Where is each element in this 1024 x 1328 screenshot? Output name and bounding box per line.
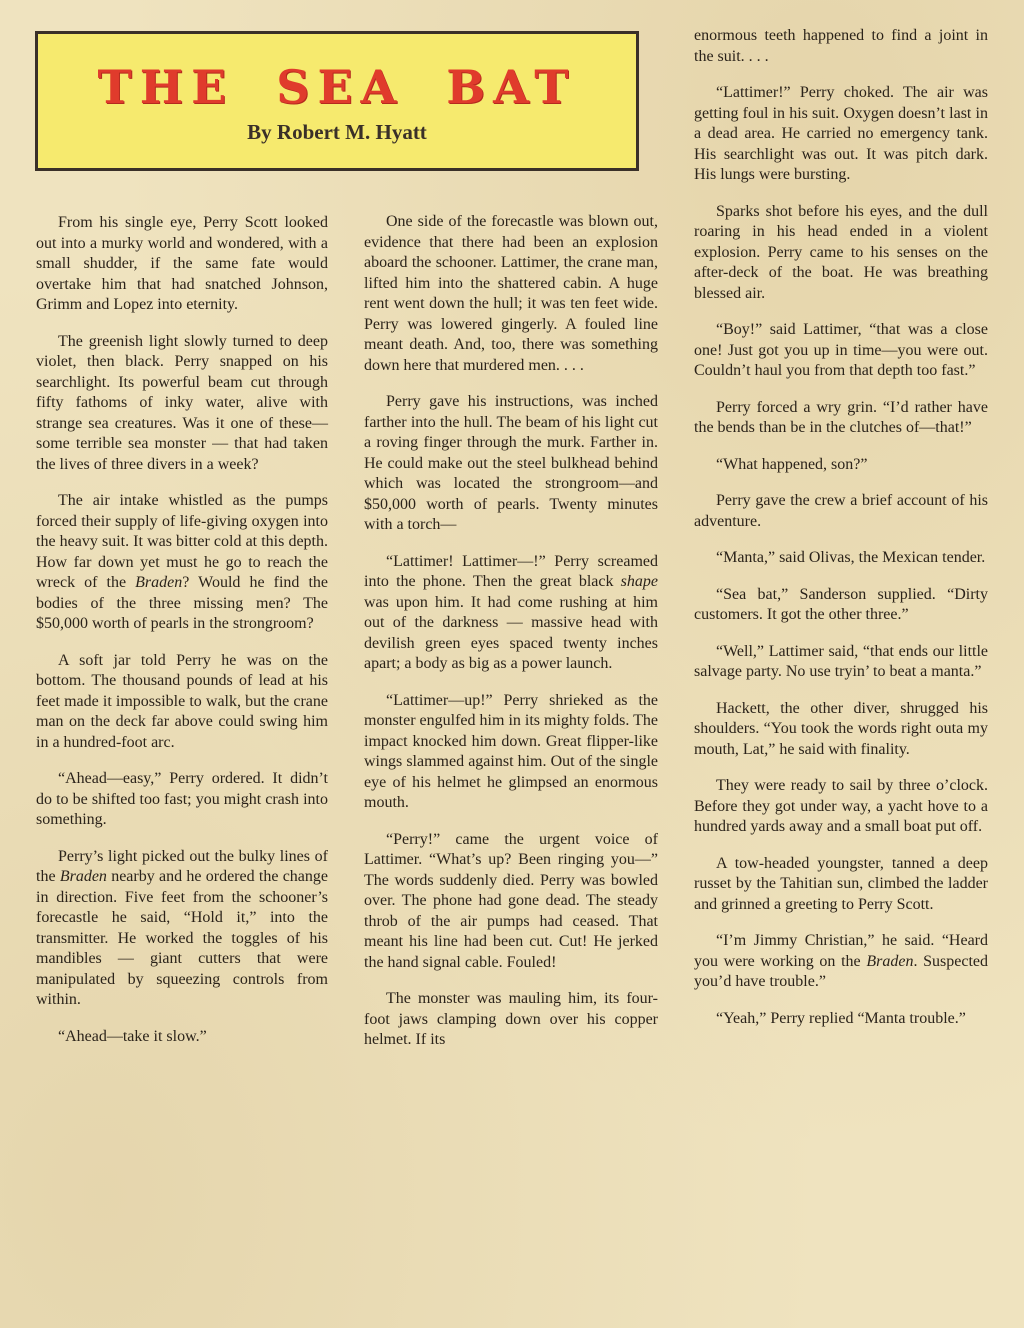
paragraph: Perry gave the crew a brief account of his adventure. <box>694 492 988 530</box>
paragraph: Perry gave his instructions, was inched farther into the hull. The beam of his light cut a roving finger through the murk. Farther in. He could make out the steel bulkhead behind which was located the strongroom—and $50,000 worth of pearls. Twenty minutes with a torch— <box>364 393 658 533</box>
paragraph: Perry’s light picked out the bulky lines of the Braden nearby and he ordered the change in direction. Five feet from the schooner’s forecastle he said, “Hold it,” into the transmitter. He worked the toggles of his mandibles — giant cutters that were manipulated by squeezing controls from within. <box>36 847 329 1008</box>
paragraph: “Ahead—take it slow.” <box>58 1027 207 1045</box>
paragraph: “Well,” Lattimer said, “that ends our little salvage party. No use tryin’ to beat a manta.” <box>694 642 988 680</box>
paragraph: “Sea bat,” Sanderson supplied. “Dirty customers. It got the other three.” <box>694 585 988 623</box>
paragraph: “Lattimer—up!” Perry shrieked as the monster engulfed him in its mighty folds. The impact knocked him down. Great flipper-like wings slammed against him. Out of the single eye of his helmet he glimpsed an enormous mouth. <box>364 691 658 811</box>
paragraph: “Boy!” said Lattimer, “that was a close one! Just got you up in time—you were out. Couldn’t haul you from that depth too fast.” <box>694 321 988 379</box>
paragraph: “I’m Jimmy Christian,” he said. “Heard you were working on the Braden. Suspected you’d have trouble.” <box>694 932 989 990</box>
paragraph: “Manta,” said Olivas, the Mexican tender. <box>716 549 986 566</box>
paragraph: Hackett, the other diver, shrugged his shoulders. “You took the words right outa my mouth, Lat,” he said with finality. <box>694 699 988 758</box>
paragraph: “Ahead—easy,” Perry ordered. It didn’t do to be shifted too fast; you might crash into something. <box>36 770 328 828</box>
paragraph: They were ready to sail by three o’clock. Before they got under way, a yacht hove to a hundred yards away and a small boat put off. <box>694 777 988 835</box>
paragraph: “Yeah,” Perry replied “Manta trouble.” <box>716 1009 966 1027</box>
paragraph: “Lattimer! Lattimer—!” Perry screamed into the phone. Then the great black shape was upon him. It had come rushing at him out of the darkness — massive head with devilish green eyes spaced twenty inches apart; a body as big as a power launch. <box>364 552 658 672</box>
text-column-3 <box>694 26 988 1045</box>
paragraph: A tow-headed youngster, tanned a deep russet by the Tahitian sun, climbed the ladder and grinned a greeting to Perry Scott. <box>694 854 988 913</box>
paragraph: The air intake whistled as the pumps forced their supply of life-giving oxygen into the heavy suit. It was bitter cold at this depth. How far down yet must he go to reach the wreck of the Braden? Would he find the bodies of the three missing men? The $50,000 worth of pearls in the strongroom? <box>36 492 329 632</box>
story-title: THE SEA BAT <box>97 60 577 114</box>
text-column-1 <box>36 213 328 1063</box>
paragraph: “What happened, son?” <box>716 455 868 473</box>
title-box <box>35 31 639 171</box>
paragraph: A soft jar told Perry he was on the bottom. The thousand pounds of lead at his feet made it impossible to walk, but the crane man on the deck far above could swing him in a hundred-foot arc. <box>36 651 328 751</box>
paragraph: Perry forced a wry grin. “I’d rather have the bends than be in the clutches of—that!” <box>694 398 988 436</box>
byline: By Robert M. Hyatt <box>247 120 427 144</box>
paragraph: “Perry!” came the urgent voice of Lattimer. “What’s up? Been ringing you—” The words suddenly died. Perry was bowled over. The phone had gone dead. The steady throb of the air pumps had ceased. That meant his line had been cut. Cut! He jerked the hand signal cable. Fouled! <box>364 830 658 971</box>
paragraph: “Lattimer!” Perry choked. The air was getting foul in his suit. Oxygen doesn’t last in a dead area. He carried no emergency tank. His searchlight was out. It was pitch dark. His lungs were bursting. <box>694 84 988 183</box>
paragraph: From his single eye, Perry Scott looked out into a murky world and wondered, with a small shudder, if the same fate would overtake him that had snatched Johnson, Grimm and Lopez into eternity. <box>36 214 328 313</box>
paragraph: The monster was mauling him, its four-foot jaws clamping down over his copper helmet. If its <box>364 990 658 1048</box>
paragraph: enormous teeth happened to find a joint in the suit. . . . <box>694 27 988 65</box>
paragraph: The greenish light slowly turned to deep violet, then black. Perry snapped on his searchlight. Its powerful beam cut through fifty fathoms of inky water, alive with strange sea creatures. Was it one of these—some terrible sea monster — that had taken the lives of three divers in a week? <box>36 332 328 473</box>
paragraph: Sparks shot before his eyes, and the dull roaring in his head ended in a violent explosion. Perry came to his senses on the after-deck of the boat. He was breathing blessed air. <box>694 202 988 302</box>
paragraph: One side of the forecastle was blown out, evidence that there had been an explosion aboard the schooner. Lattimer, the crane man, lifted him into the shattered cabin. A huge rent went down the hull; it was ten feet wide. Perry was lowered gingerly. A fouled line meant death. And, too, there was something down here that murdered men. . . . <box>364 213 658 374</box>
text-column-2 <box>364 212 658 1067</box>
